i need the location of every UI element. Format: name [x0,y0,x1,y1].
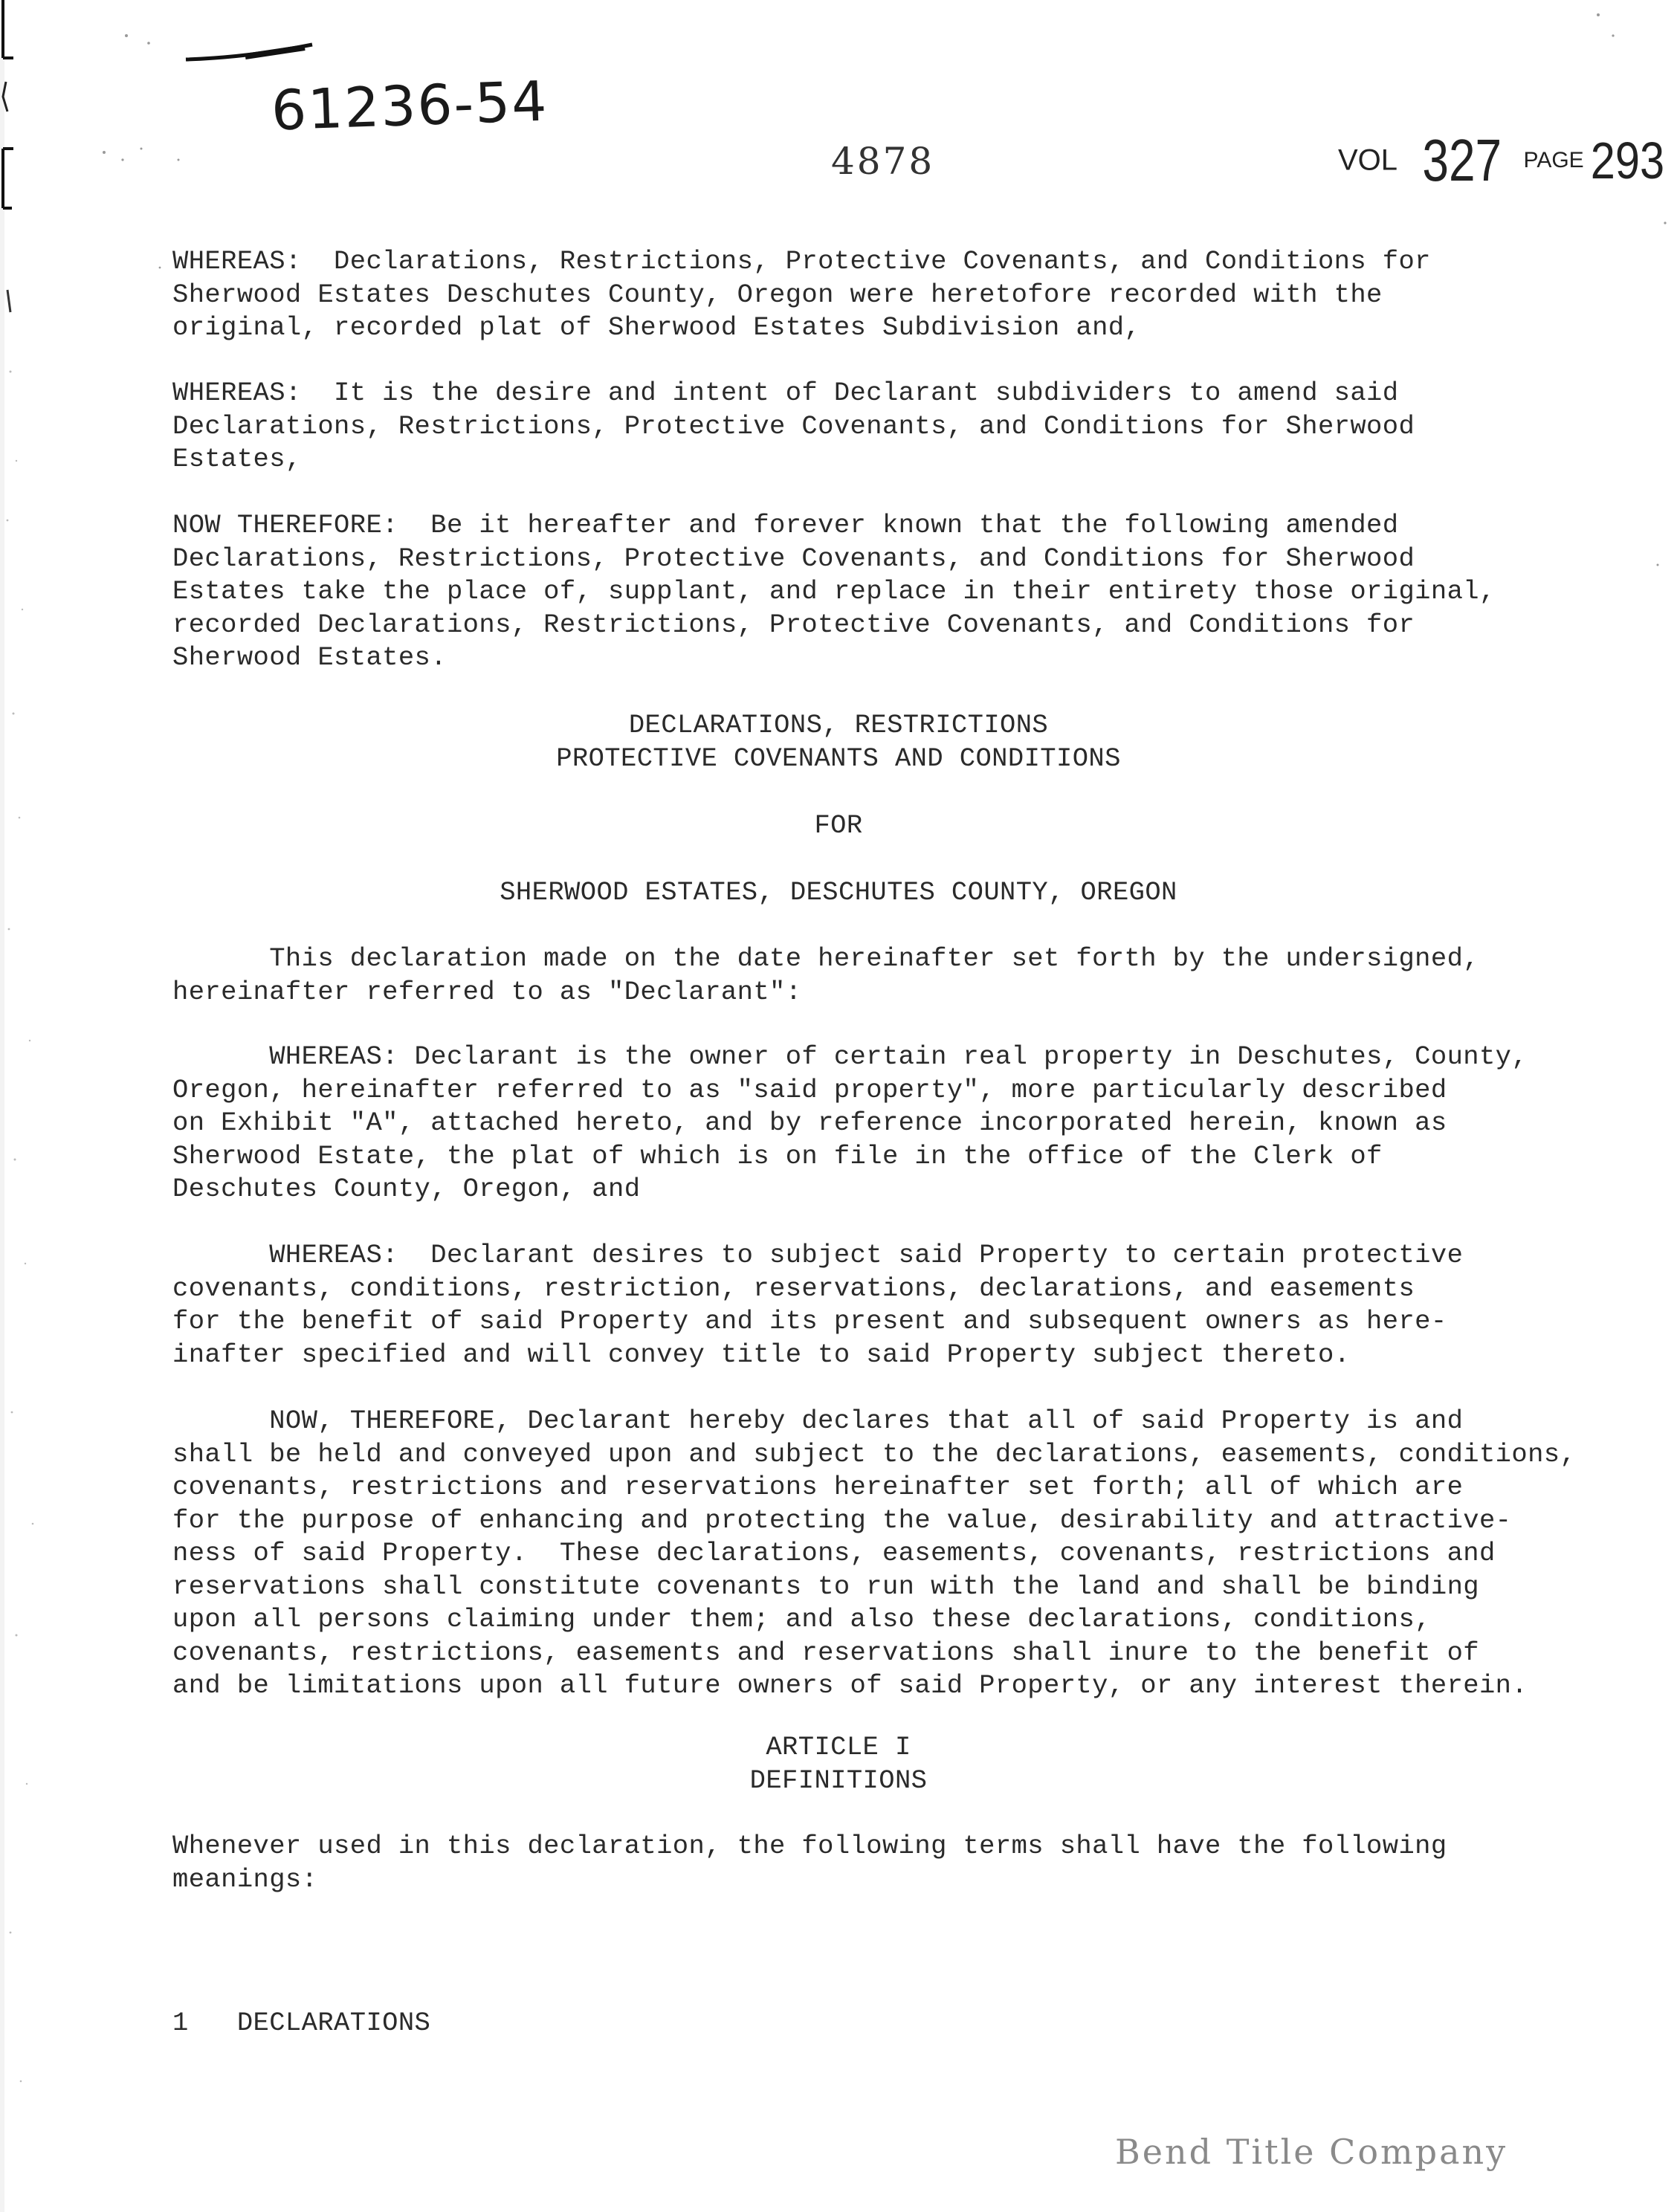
title-line-3: FOR [814,810,863,841]
preamble-whereas-1: WHEREAS: Declarations, Restrictions, Protective Covenants, and Conditions for Sherwood Estates Deschutes County, Oregon were heretofore recorded with the original, recorded plat of Sherwood Estates Subdivision and, [172,246,1431,343]
title-line-1: DECLARATIONS, RESTRICTIONS [628,710,1049,740]
article-subheading: DEFINITIONS [749,1765,928,1796]
body-intro-paragraph: This declaration made on the date hereinafter set forth by the undersigned, hereinafter referred to as "Declarant": [172,943,1479,1007]
body-whereas-owner: WHEREAS: Declarant is the owner of certain real property in Deschutes, County, Oregon, hereinafter referred to as "said property", more particularly described on Exhibit "A", attached hereto, and by reference incorporated herein, known as Sherwood Estate, the plat of which is on file in the office of the Clerk of Deschutes County, Oregon, and [172,1041,1528,1204]
preamble-now-therefore: NOW THEREFORE: Be it hereafter and forever known that the following amended Declarations, Restrictions, Protective Covenants, and Conditions for Sherwood Estates take the place of, supplant, and replace in their entirety those original, recorded Declarations, Restrictions, Protective Covenants, and Conditions for Sherwood Estates. [172,510,1496,673]
preamble-whereas-2: WHEREAS: It is the desire and intent of Declarant subdividers to amend said Declarations, Restrictions, Protective Covenants, and Conditions for Sherwood Estates, [172,378,1415,474]
title-company-stamp: Bend Title Company [1115,2132,1508,2172]
vol-label: VOL [1338,143,1398,177]
title-line-2: PROTECTIVE COVENANTS AND CONDITIONS [556,743,1121,774]
body-now-therefore: NOW, THEREFORE, Declarant hereby declares that all of said Property is and shall be held and conveyed upon and subject to the declarations, easements, conditions, covenants, restrictions and reservations hereinafter set forth; all of which are for the purpose of enhancing and protecting the value, desirability and attractive- ness of said Property. These declarations, easements, covenants, restrictions and reservations shall constitute covenants to run with the land and shall be binding upon all persons claiming under them; and also these declarations, conditions, covenants, restrictions, easements and reservations shall inure to the benefit of and be limitations upon all future owners of said Property, or any interest therein. [172,1406,1577,1701]
handwritten-file-number: 61236-54 [270,69,549,143]
title-line-4: SHERWOOD ESTATES, DESCHUTES COUNTY, OREGON [500,877,1177,908]
definition-item-1: 1 DECLARATIONS [172,2008,431,2038]
vol-number: 327 [1422,127,1502,193]
body-whereas-desires: WHEREAS: Declarant desires to subject said Property to certain protective covenants, conditions, restriction, reservations, declarations, and easements for the benefit of said Property and its present and subsequent owners as here- inafter specified and will convey title to said Property subject thereto. [172,1240,1464,1370]
article-heading: ARTICLE I [766,1732,911,1762]
definitions-intro: Whenever used in this declaration, the following terms shall have the following meanings: [172,1831,1447,1895]
volume-page-reference [1338,126,1670,195]
page-number: 293 [1590,132,1664,190]
page-label: PAGE [1523,148,1584,172]
document-number: 4878 [831,140,935,183]
